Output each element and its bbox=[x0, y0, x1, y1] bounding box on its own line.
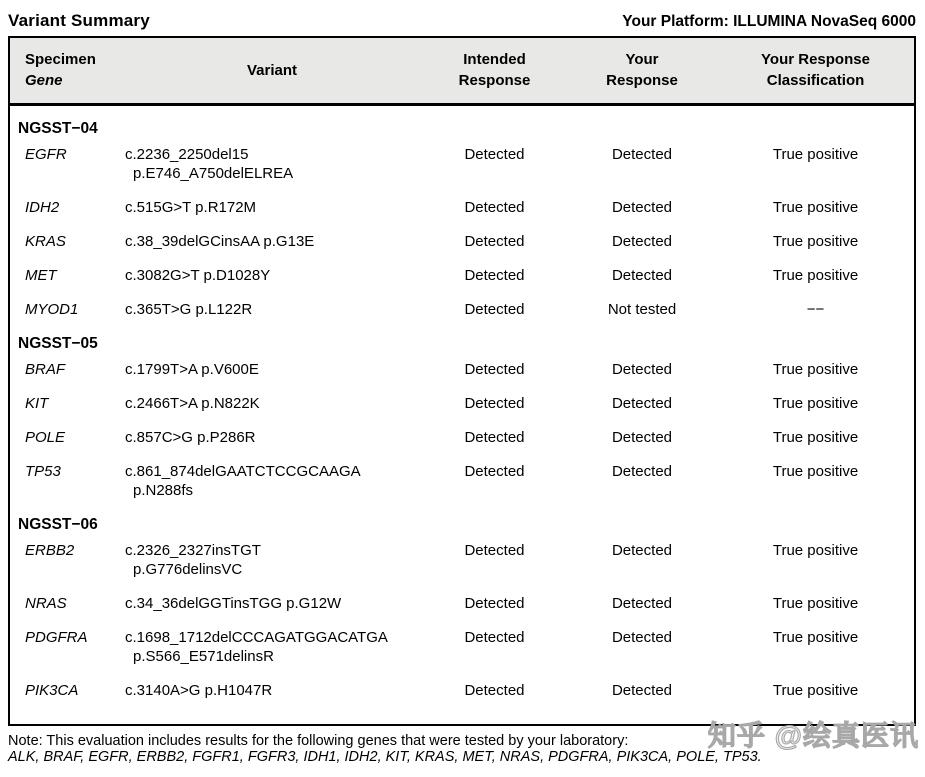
variant-cell bbox=[122, 198, 422, 217]
response-classification-value: True positive bbox=[772, 463, 859, 480]
variant-cell bbox=[122, 594, 422, 613]
specimen-label: NGSST−04 bbox=[18, 120, 98, 137]
your-response-value: Detected bbox=[611, 542, 673, 559]
column-header-intended-response bbox=[422, 49, 567, 91]
variant-line1: c.515G>T p.R172M bbox=[125, 199, 257, 216]
gene-name: MET bbox=[25, 267, 57, 284]
footnote bbox=[8, 733, 916, 765]
your-response-header-line1: Your bbox=[625, 51, 659, 68]
response-classification-value: True positive bbox=[772, 146, 859, 163]
table-row bbox=[10, 394, 914, 413]
response-classification-value: True positive bbox=[772, 361, 859, 378]
your-response-header-line2: Response bbox=[606, 72, 678, 89]
specimen-header-label: Specimen bbox=[25, 51, 96, 68]
variant-line2: p.E746_A750delELREA bbox=[133, 165, 294, 182]
response-classification-value: True positive bbox=[772, 542, 859, 559]
your-response-value: Detected bbox=[611, 629, 673, 646]
your-response-value: Detected bbox=[611, 429, 673, 446]
specimen-section bbox=[10, 334, 914, 500]
zhihu-watermark: 知乎 @绘真医讯 bbox=[707, 720, 919, 751]
variant-cell bbox=[122, 428, 422, 447]
variant-cell bbox=[122, 541, 422, 579]
variant-line1: c.38_39delGCinsAA p.G13E bbox=[125, 233, 315, 250]
table-row bbox=[10, 360, 914, 379]
classification-header-line1: Your Response bbox=[761, 51, 870, 68]
intended-response-value: Detected bbox=[464, 361, 525, 378]
specimen-section bbox=[10, 119, 914, 319]
variant-cell bbox=[122, 300, 422, 319]
table-row bbox=[10, 300, 914, 319]
table-row bbox=[10, 541, 914, 579]
intended-response-value: Detected bbox=[464, 682, 525, 699]
table-row bbox=[10, 232, 914, 251]
table-row bbox=[10, 594, 914, 613]
your-response-value: Detected bbox=[611, 595, 673, 612]
gene-name: ERBB2 bbox=[25, 542, 75, 559]
variant-cell bbox=[122, 360, 422, 379]
variant-cell bbox=[122, 145, 422, 183]
response-classification-value: True positive bbox=[772, 199, 859, 216]
variant-line1: c.3082G>T p.D1028Y bbox=[125, 267, 271, 284]
gene-name: PIK3CA bbox=[25, 682, 79, 699]
your-response-value: Detected bbox=[611, 267, 673, 284]
your-response-value: Detected bbox=[611, 395, 673, 412]
variant-line1: c.3140A>G p.H1047R bbox=[125, 682, 273, 699]
response-classification-value: True positive bbox=[772, 629, 859, 646]
intended-response-value: Detected bbox=[464, 429, 525, 446]
table-row bbox=[10, 428, 914, 447]
variant-line2: p.N288fs bbox=[133, 482, 194, 499]
column-header-response-classification bbox=[717, 49, 914, 91]
variant-line1: c.365T>G p.L122R bbox=[125, 301, 253, 318]
your-response-value: Detected bbox=[611, 199, 673, 216]
response-classification-value: True positive bbox=[772, 233, 859, 250]
gene-name: NRAS bbox=[25, 595, 67, 612]
variant-cell bbox=[122, 232, 422, 251]
table-row bbox=[10, 145, 914, 183]
variant-cell bbox=[122, 681, 422, 700]
your-response-value: Detected bbox=[611, 682, 673, 699]
gene-name: MYOD1 bbox=[25, 301, 79, 318]
gene-name: PDGFRA bbox=[25, 629, 88, 646]
gene-name: IDH2 bbox=[25, 199, 60, 216]
variant-cell bbox=[122, 266, 422, 285]
gene-name: POLE bbox=[25, 429, 66, 446]
table-row bbox=[10, 462, 914, 500]
intended-response-value: Detected bbox=[464, 199, 525, 216]
specimen-label: NGSST−06 bbox=[18, 516, 98, 533]
your-response-value: Detected bbox=[611, 146, 673, 163]
table-row bbox=[10, 266, 914, 285]
table-row bbox=[10, 198, 914, 217]
gene-name: EGFR bbox=[25, 146, 67, 163]
intended-response-value: Detected bbox=[464, 146, 525, 163]
response-classification-value: True positive bbox=[772, 595, 859, 612]
response-classification-value: True positive bbox=[772, 267, 859, 284]
response-classification-value: −− bbox=[806, 301, 825, 318]
variant-cell bbox=[122, 462, 422, 500]
variant-line1: c.2236_2250del15 bbox=[125, 146, 249, 163]
response-classification-value: True positive bbox=[772, 429, 859, 446]
variant-line1: c.2466T>A p.N822K bbox=[125, 395, 260, 412]
intended-response-value: Detected bbox=[464, 301, 525, 318]
table-body bbox=[10, 106, 914, 724]
title-bar bbox=[0, 0, 925, 36]
table-row bbox=[10, 681, 914, 700]
variant-cell bbox=[122, 628, 422, 666]
intended-response-value: Detected bbox=[464, 629, 525, 646]
intended-header-line1: Intended bbox=[463, 51, 526, 68]
variant-cell bbox=[122, 394, 422, 413]
intended-response-value: Detected bbox=[464, 542, 525, 559]
gene-name: KRAS bbox=[25, 233, 66, 250]
variant-line2: p.G776delinsVC bbox=[133, 561, 243, 578]
footnote-gene-list: ALK, BRAF, EGFR, ERBB2, FGFR1, FGFR3, IDH1, IDH2, KIT, KRAS, MET, NRAS, PDGFRA, PIK3CA, POLE, TP53. bbox=[8, 749, 762, 765]
intended-header-line2: Response bbox=[458, 72, 531, 89]
column-header-your-response bbox=[567, 49, 717, 91]
your-response-value: Not tested bbox=[607, 301, 677, 318]
variant-line1: c.861_874delGAATCTCCGCAAGA bbox=[125, 463, 361, 480]
page-title: Variant Summary bbox=[8, 11, 150, 30]
response-classification-value: True positive bbox=[772, 682, 859, 699]
intended-response-value: Detected bbox=[464, 595, 525, 612]
footnote-line1: Note: This evaluation includes results for the following genes that were tested by your laboratory: bbox=[8, 733, 629, 749]
platform-label: Your Platform: ILLUMINA NovaSeq 6000 bbox=[622, 13, 916, 30]
specimen-section bbox=[10, 515, 914, 700]
gene-name: TP53 bbox=[25, 463, 61, 480]
classification-header-line2: Classification bbox=[766, 72, 865, 89]
column-header-specimen-gene bbox=[10, 49, 122, 91]
variant-line1: c.1698_1712delCCCAGATGGACATGA bbox=[125, 629, 388, 646]
variant-line1: c.857C>G p.P286R bbox=[125, 429, 256, 446]
response-classification-value: True positive bbox=[772, 395, 859, 412]
your-response-value: Detected bbox=[611, 463, 673, 480]
variant-line1: c.2326_2327insTGT bbox=[125, 542, 261, 559]
intended-response-value: Detected bbox=[464, 395, 525, 412]
gene-header-label: Gene bbox=[25, 72, 63, 89]
variant-line1: c.1799T>A p.V600E bbox=[125, 361, 259, 378]
gene-name: KIT bbox=[25, 395, 49, 412]
intended-response-value: Detected bbox=[464, 463, 525, 480]
intended-response-value: Detected bbox=[464, 233, 525, 250]
specimen-label: NGSST−05 bbox=[18, 335, 98, 352]
your-response-value: Detected bbox=[611, 361, 673, 378]
table-row bbox=[10, 628, 914, 666]
variant-summary-table bbox=[8, 36, 916, 726]
variant-line2: p.S566_E571delinsR bbox=[133, 648, 274, 665]
table-header-row bbox=[10, 38, 914, 106]
gene-name: BRAF bbox=[25, 361, 66, 378]
column-header-variant: Variant bbox=[246, 61, 298, 79]
your-response-value: Detected bbox=[611, 233, 673, 250]
intended-response-value: Detected bbox=[464, 267, 525, 284]
variant-line1: c.34_36delGGTinsTGG p.G12W bbox=[125, 595, 342, 612]
